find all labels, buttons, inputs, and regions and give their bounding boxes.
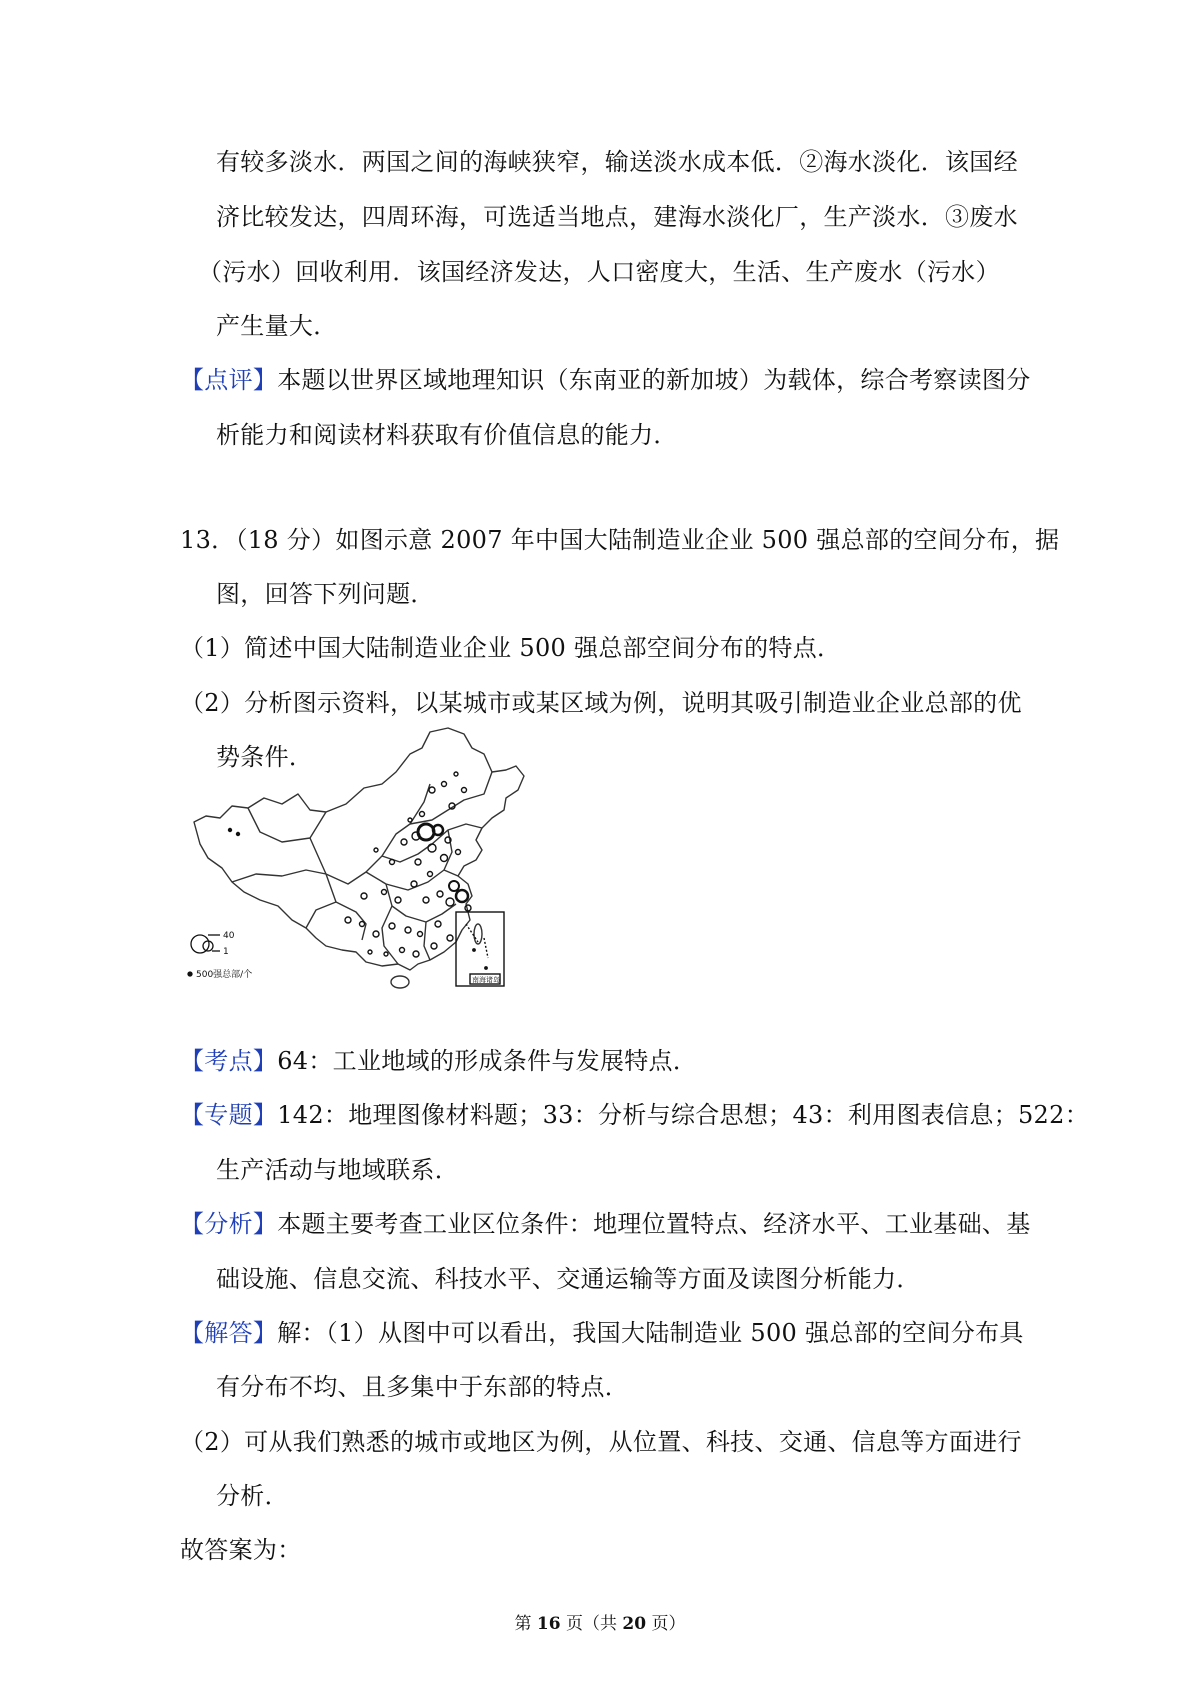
jieda-text-2: 有分布不均、且多集中于东部的特点．	[216, 1373, 630, 1401]
answer-continuation-line-2: 济比较发达，四周环海，可选适当地点，建海水淡化厂，生产淡水．③废水	[216, 203, 1018, 231]
legend-caption: 500强总部/个	[196, 970, 253, 980]
footer-prefix: 第	[514, 1614, 537, 1634]
jieda-tag: 【解答】	[180, 1319, 278, 1347]
province-boundary	[326, 874, 366, 940]
zhuanti-text-1: 142：地理图像材料题；33：分析与综合思想；43：利用图表信息；522：	[277, 1101, 1089, 1129]
review-tag: 【点评】	[180, 366, 278, 394]
zhuanti-paragraph	[180, 1098, 1089, 1132]
jieda-text-1: 解：（1）从图中可以看出，我国大陆制造业 500 强总部的空间分布具	[277, 1319, 1024, 1347]
zhuanti-tag: 【专题】	[180, 1101, 278, 1129]
footer-middle: 页（共	[560, 1614, 623, 1634]
review-paragraph	[180, 363, 1031, 397]
province-boundary	[248, 808, 326, 842]
question-13-part-1: （1）简述中国大陆制造业企业 500 强总部空间分布的特点．	[180, 634, 842, 662]
page-footer	[0, 1612, 1200, 1636]
question-13-stem-2: 图，回答下列问题．	[216, 580, 435, 608]
review-text-2: 析能力和阅读材料获取有价值信息的能力．	[216, 421, 678, 449]
fenxi-text-1: 本题主要考查工业区位条件：地理位置特点、经济水平、工业基础、基	[277, 1210, 1031, 1238]
province-boundary	[232, 870, 326, 882]
answer-continuation-line-4: 产生量大．	[216, 312, 338, 340]
legend-top-value: 40	[223, 931, 235, 941]
fenxi-tag: 【分析】	[180, 1210, 278, 1238]
south-sea-inset	[456, 912, 504, 986]
answer-continuation-line-3: （污水）回收利用．该国经济发达，人口密度大，生活、生产废水（污水）	[198, 258, 1000, 286]
kaodian-text: 64：工业地域的形成条件与发展特点．	[277, 1047, 698, 1075]
footer-suffix: 页）	[646, 1614, 686, 1634]
footer-page-number: 16	[536, 1614, 561, 1634]
footer-total-pages: 20	[622, 1614, 647, 1634]
jieda-text-4: 分析．	[216, 1482, 289, 1510]
jieda-text-5: 故答案为：	[180, 1536, 302, 1564]
china-map-svg	[186, 724, 546, 996]
jieda-paragraph	[180, 1316, 1024, 1350]
province-boundary	[306, 902, 336, 928]
legend-bottom-value: 1	[223, 947, 229, 957]
hainan-island	[391, 976, 409, 988]
jieda-text-3: （2）可从我们熟悉的城市或地区为例，从位置、科技、交通、信息等方面进行	[180, 1428, 1022, 1456]
china-hq-map-figure	[186, 724, 546, 996]
zhuanti-text-2: 生产活动与地域联系．	[216, 1156, 459, 1184]
question-13-stem-1: 13．（18 分）如图示意 2007 年中国大陆制造业企业 500 强总部的空间分布，据	[180, 526, 1060, 554]
question-13-part-2a: （2）分析图示资料，以某城市或某区域为例，说明其吸引制造业企业总部的优	[180, 689, 1022, 717]
fenxi-text-2: 础设施、信息交流、科技水平、交通运输等方面及读图分析能力．	[216, 1265, 921, 1293]
province-boundary	[444, 830, 452, 870]
province-boundary	[424, 922, 430, 960]
kaodian-tag: 【考点】	[180, 1047, 278, 1075]
question-13-part-2b: 势条件．	[216, 743, 314, 771]
fenxi-paragraph	[180, 1207, 1031, 1241]
inset-caption: 南海诸岛	[472, 976, 500, 984]
review-text-1: 本题以世界区域地理知识（东南亚的新加坡）为载体，综合考察读图分	[277, 366, 1031, 394]
answer-continuation-line-1: 有较多淡水．两国之间的海峡狭窄，输送淡水成本低．②海水淡化．该国经	[216, 148, 1018, 176]
kaodian-paragraph	[180, 1044, 697, 1078]
